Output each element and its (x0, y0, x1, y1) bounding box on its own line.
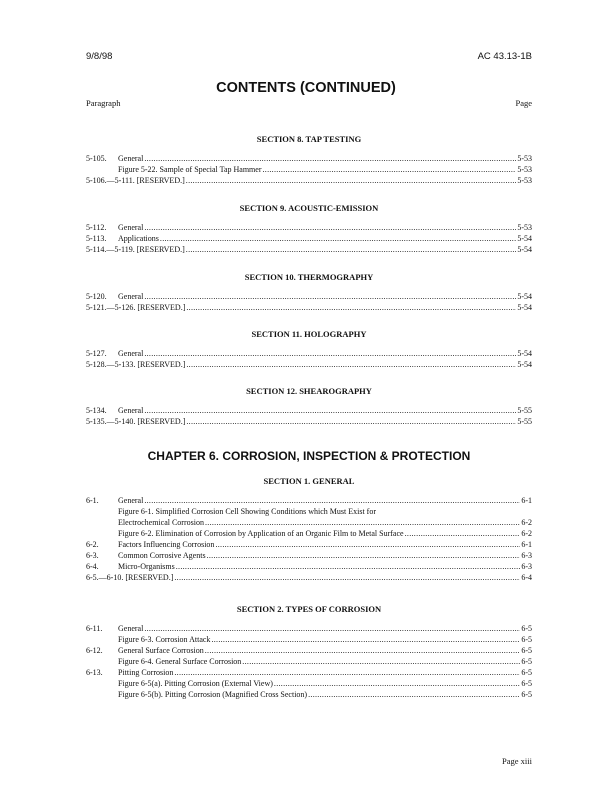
entry-page: 5-54 (517, 349, 532, 358)
dot-leader (242, 656, 520, 667)
dot-leader (205, 645, 521, 656)
section-heading: SECTION 8. TAP TESTING (256, 134, 362, 144)
dot-leader (144, 623, 520, 634)
entry-page: 6-5 (521, 690, 532, 699)
toc-entry[interactable] (86, 667, 532, 678)
entry-page: 5-53 (517, 176, 532, 185)
toc-entry[interactable] (86, 561, 532, 572)
toc-entry[interactable] (86, 506, 532, 517)
entry-number: 5-127. (86, 349, 107, 358)
page-title: CONTENTS (CONTINUED) (216, 80, 396, 96)
toc-entry[interactable] (86, 164, 532, 175)
entry-number: 5-113. (86, 234, 107, 243)
toc-entry[interactable] (86, 348, 532, 359)
dot-leader (262, 164, 516, 175)
dot-leader (205, 517, 520, 528)
entry-title: Figure 6-3. Corrosion Attack (118, 635, 211, 644)
page-number: Page xiii (502, 756, 532, 766)
column-header-page: Page (515, 98, 532, 108)
toc-section-3 (86, 328, 532, 370)
dot-leader (207, 550, 521, 561)
entry-title: Common Corrosive Agents (118, 551, 206, 560)
entry-number: 6-4. (86, 562, 99, 571)
toc-entry[interactable] (86, 623, 532, 634)
toc-section-1 (86, 202, 532, 255)
entry-number: 6-5.—6-10. (86, 573, 124, 582)
toc-entry[interactable] (86, 233, 532, 244)
entry-title: Pitting Corrosion (118, 668, 174, 677)
entry-page: 5-54 (517, 360, 532, 369)
dot-leader (176, 561, 521, 572)
entry-title: General (118, 292, 144, 301)
entry-title: Figure 6-5(b). Pitting Corrosion (Magnified Cross Section) (118, 690, 308, 699)
dot-leader (144, 348, 516, 359)
dot-leader (144, 405, 516, 416)
entry-title: Figure 6-4. General Surface Corrosion (118, 657, 242, 666)
dot-leader (405, 528, 521, 539)
entry-title: Electrochemical Corrosion (118, 518, 204, 527)
entry-page: 6-4 (521, 573, 532, 582)
section-heading: SECTION 1. GENERAL (263, 476, 355, 486)
toc-section-ch-0 (86, 475, 532, 583)
entry-page: 6-2 (521, 529, 532, 538)
entry-number: 5-106.—5-111. (86, 176, 135, 185)
toc-entry[interactable] (86, 405, 532, 416)
entry-page: 6-2 (521, 518, 532, 527)
entry-title: General (118, 406, 144, 415)
toc-entry[interactable] (86, 302, 532, 313)
toc-entry[interactable] (86, 244, 532, 255)
dot-leader (274, 678, 520, 689)
entry-number: 5-121.—5-126. (86, 303, 136, 312)
toc-section-4 (86, 385, 532, 427)
dot-leader (186, 175, 517, 186)
entry-title: [RESERVED.] (136, 245, 185, 254)
entry-page: 6-1 (521, 540, 532, 549)
section-heading: SECTION 9. ACOUSTIC-EMISSION (239, 203, 379, 213)
dot-leader (186, 244, 517, 255)
entry-title: [RESERVED.] (137, 303, 186, 312)
dot-leader (144, 495, 520, 506)
entry-number: 5-134. (86, 406, 107, 415)
toc-entry[interactable] (86, 517, 532, 528)
section-heading: SECTION 2. TYPES OF CORROSION (236, 604, 382, 614)
chapter-block (86, 448, 532, 464)
toc-entry[interactable] (86, 153, 532, 164)
entry-page: 6-5 (521, 635, 532, 644)
toc-entry[interactable] (86, 495, 532, 506)
toc-entry[interactable] (86, 359, 532, 370)
entry-title: [RESERVED.] (137, 360, 186, 369)
chapter-heading: CHAPTER 6. CORROSION, INSPECTION & PROTECTION (147, 449, 471, 463)
entry-number: 5-128.—5-133. (86, 360, 136, 369)
toc-entry[interactable] (86, 645, 532, 656)
dot-leader (186, 359, 516, 370)
entry-page: 5-54 (517, 303, 532, 312)
dot-leader (308, 689, 520, 700)
header-doc-number: AC 43.13-1B (477, 51, 532, 62)
entry-page: 5-53 (517, 165, 532, 174)
entry-title: General (118, 223, 144, 232)
dot-leader (174, 667, 520, 678)
section-heading: SECTION 10. THERMOGRAPHY (244, 272, 374, 282)
toc-entry[interactable] (86, 572, 532, 583)
entry-page: 6-5 (521, 679, 532, 688)
entry-number: 6-3. (86, 551, 99, 560)
entry-page: 6-5 (521, 624, 532, 633)
entry-title: Figure 6-5(a). Pitting Corrosion (External View) (118, 679, 273, 688)
entry-title: General (118, 624, 144, 633)
entry-number: 5-105. (86, 154, 107, 163)
dot-leader (186, 302, 516, 313)
dot-leader (160, 233, 516, 244)
column-header-paragraph: Paragraph (86, 98, 121, 108)
toc-entry[interactable] (86, 416, 532, 427)
dot-leader (144, 153, 516, 164)
entry-page: 5-54 (517, 245, 532, 254)
toc-entry[interactable] (86, 678, 532, 689)
entry-number: 5-120. (86, 292, 107, 301)
dot-leader (186, 416, 516, 427)
entry-title: Factors Influencing Corrosion (118, 540, 215, 549)
entry-number: 6-12. (86, 646, 103, 655)
entry-title: [RESERVED.] (137, 417, 186, 426)
header-date: 9/8/98 (86, 51, 113, 62)
entry-number: 5-114.—5-119. (86, 245, 135, 254)
entry-title: Figure 6-1. Simplified Corrosion Cell Showing Conditions which Must Exist for (118, 507, 376, 516)
entry-page: 5-54 (517, 292, 532, 301)
entry-title: [RESERVED.] (125, 573, 174, 582)
entry-page: 6-5 (521, 657, 532, 666)
toc-entry[interactable] (86, 550, 532, 561)
entry-number: 5-135.—5-140. (86, 417, 136, 426)
toc-entry[interactable] (86, 222, 532, 233)
toc-entry[interactable] (86, 689, 532, 700)
entry-title: General Surface Corrosion (118, 646, 204, 655)
entry-page: 5-53 (517, 154, 532, 163)
entry-title: Figure 6-2. Elimination of Corrosion by Application of an Organic Film to Metal Surface (118, 529, 404, 538)
dot-leader (174, 572, 520, 583)
entry-page: 5-55 (517, 417, 532, 426)
entry-page: 5-54 (517, 234, 532, 243)
entry-number: 6-2. (86, 540, 99, 549)
entry-page: 6-1 (521, 496, 532, 505)
section-heading: SECTION 11. HOLOGRAPHY (251, 329, 367, 339)
entry-title: Figure 5-22. Sample of Special Tap Hammer (118, 165, 262, 174)
toc-entry[interactable] (86, 656, 532, 667)
entry-title: General (118, 496, 144, 505)
dot-leader (215, 539, 520, 550)
entry-page: 6-3 (521, 562, 532, 571)
entry-page: 5-55 (517, 406, 532, 415)
entry-page: 6-3 (521, 551, 532, 560)
entry-title: General (118, 154, 144, 163)
toc-entry[interactable] (86, 539, 532, 550)
entry-page: 6-5 (521, 646, 532, 655)
dot-leader (144, 222, 516, 233)
entry-number: 5-112. (86, 223, 107, 232)
dot-leader (144, 291, 516, 302)
entry-title: General (118, 349, 144, 358)
entry-page: 6-5 (521, 668, 532, 677)
toc-section-0 (86, 133, 532, 186)
entry-title: Applications (118, 234, 159, 243)
toc-entry[interactable] (86, 291, 532, 302)
entry-title: [RESERVED.] (136, 176, 185, 185)
dot-leader (211, 634, 520, 645)
toc-entry[interactable] (86, 175, 532, 186)
entry-number: 6-13. (86, 668, 103, 677)
entry-number: 6-11. (86, 624, 103, 633)
toc-section-2 (86, 271, 532, 313)
toc-entry[interactable] (86, 634, 532, 645)
toc-section-ch-1 (86, 603, 532, 700)
entry-number: 6-1. (86, 496, 99, 505)
toc-entry[interactable] (86, 528, 532, 539)
section-heading: SECTION 12. SHEAROGRAPHY (246, 386, 372, 396)
entry-page: 5-53 (517, 223, 532, 232)
entry-title: Micro-Organisms (118, 562, 175, 571)
